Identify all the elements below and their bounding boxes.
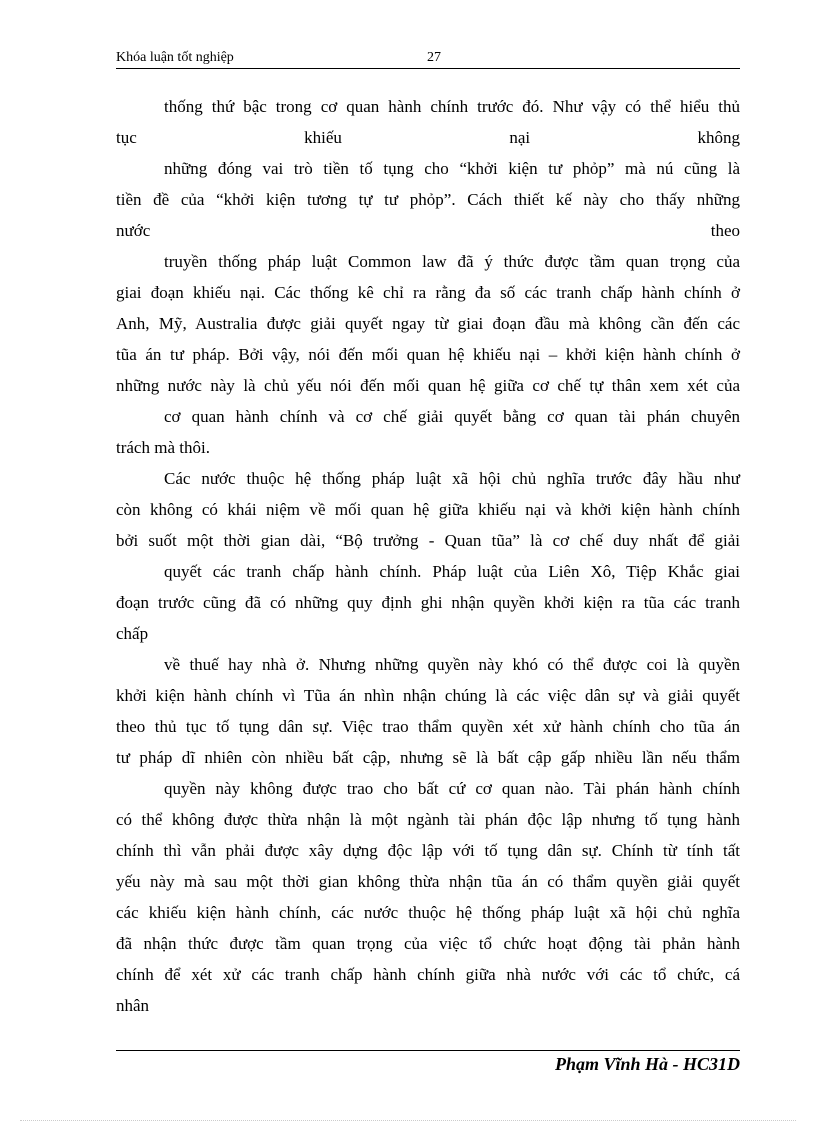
- text-line: tũa án tư pháp. Bởi vậy, nói đến mối quan hệ khiếu nại – khởi kiện hành chính ở: [116, 345, 740, 364]
- text-line: khởi kiện hành chính vì Tũa án nhìn nhận chúng là các việc dân sự và giải quyết: [116, 686, 740, 705]
- text-line: chính để xét xử các tranh chấp hành chính giữa nhà nước với các tổ chức, cá: [116, 965, 740, 984]
- text-line: bởi suốt một thời gian dài, “Bộ trưởng - Quan tũa” là cơ chế duy nhất để giải: [116, 531, 740, 550]
- text-line: còn không có khái niệm về mối quan hệ giữa khiếu nại và khởi kiện hành chính: [116, 500, 740, 519]
- text-line: nước theo: [116, 221, 740, 240]
- text-line: giai đoạn khiếu nại. Các thống kê chỉ ra rằng đa số các tranh chấp hành chính ở: [116, 283, 740, 302]
- text-line: theo thủ tục tố tụng dân sự. Việc trao thẩm quyền xét xử hành chính cho tũa án: [116, 717, 740, 736]
- document-body: [116, 91, 740, 1021]
- text-line: tư pháp dĩ nhiên còn nhiều bất cập, nhưng sẽ là bất cập gấp nhiều lần nếu thẩm: [116, 748, 740, 767]
- text-line: quyền này không được trao cho bất cứ cơ quan nào. Tài phán hành chính: [164, 779, 740, 798]
- text-line: nhân: [116, 996, 150, 1015]
- text-line: chấp: [116, 624, 149, 643]
- text-line: các khiếu kiện hành chính, các nước thuộc hệ thống pháp luật xã hội chủ nghĩa: [116, 903, 740, 922]
- footer-author: Phạm Vĩnh Hà - HC31D: [554, 1054, 740, 1074]
- text-line: về thuế hay nhà ở. Nhưng những quyền này khó có thể được coi là quyền: [164, 655, 740, 674]
- page-number: 27: [427, 50, 441, 65]
- text-line: chính thì vẫn phải được xây dựng độc lập với tố tụng dân sự. Chính từ tính tất: [116, 841, 740, 860]
- text-line: thống thứ bậc trong cơ quan hành chính trước đó. Như vậy có thể hiểu thủ: [164, 97, 740, 116]
- text-line: yếu này mà sau một thời gian không thừa nhận tũa án có thẩm quyền giải quyết: [116, 872, 740, 891]
- text-line: cơ quan hành chính và cơ chế giải quyết bằng cơ quan tài phán chuyên: [164, 407, 740, 426]
- text-line: trách mà thôi.: [116, 438, 210, 457]
- text-line: có thể không được thừa nhận là một ngành tài phán độc lập nhưng tố tụng hành: [116, 810, 740, 829]
- text-line: Anh, Mỹ, Australia được giải quyết ngay từ giai đoạn đầu mà không cần đến các: [116, 314, 740, 333]
- footer-rule: [116, 1050, 740, 1051]
- page-edge-divider: [20, 1120, 796, 1121]
- text-line: Các nước thuộc hệ thống pháp luật xã hội chủ nghĩa trước đây hầu như: [164, 469, 740, 488]
- text-line: truyền thống pháp luật Common law đã ý thức được tầm quan trọng của: [164, 252, 740, 271]
- text-line: tục khiếu nại không: [116, 128, 740, 147]
- text-line: những đóng vai trò tiền tố tụng cho “khởi kiện tư phỏp” mà nú cũng là: [164, 159, 740, 178]
- page-header: [116, 48, 740, 69]
- text-line: đoạn trước cũng đã có những quy định ghi nhận quyền khởi kiện ra tũa các tranh: [116, 593, 740, 612]
- text-line: đã nhận thức được tầm quan trọng của việc tổ chức hoạt động tài phản hành: [116, 934, 740, 953]
- text-line: tiền đề của “khởi kiện tương tự tư phỏp”. Cách thiết kế này cho thấy những: [116, 190, 740, 209]
- text-line: những nước này là chủ yếu nói đến mối quan hệ giữa cơ chế tự thân xem xét của: [116, 376, 740, 395]
- header-title: Khóa luận tốt nghiệp: [116, 50, 234, 65]
- text-line: quyết các tranh chấp hành chính. Pháp luật của Liên Xô, Tiệp Khắc giai: [164, 562, 740, 581]
